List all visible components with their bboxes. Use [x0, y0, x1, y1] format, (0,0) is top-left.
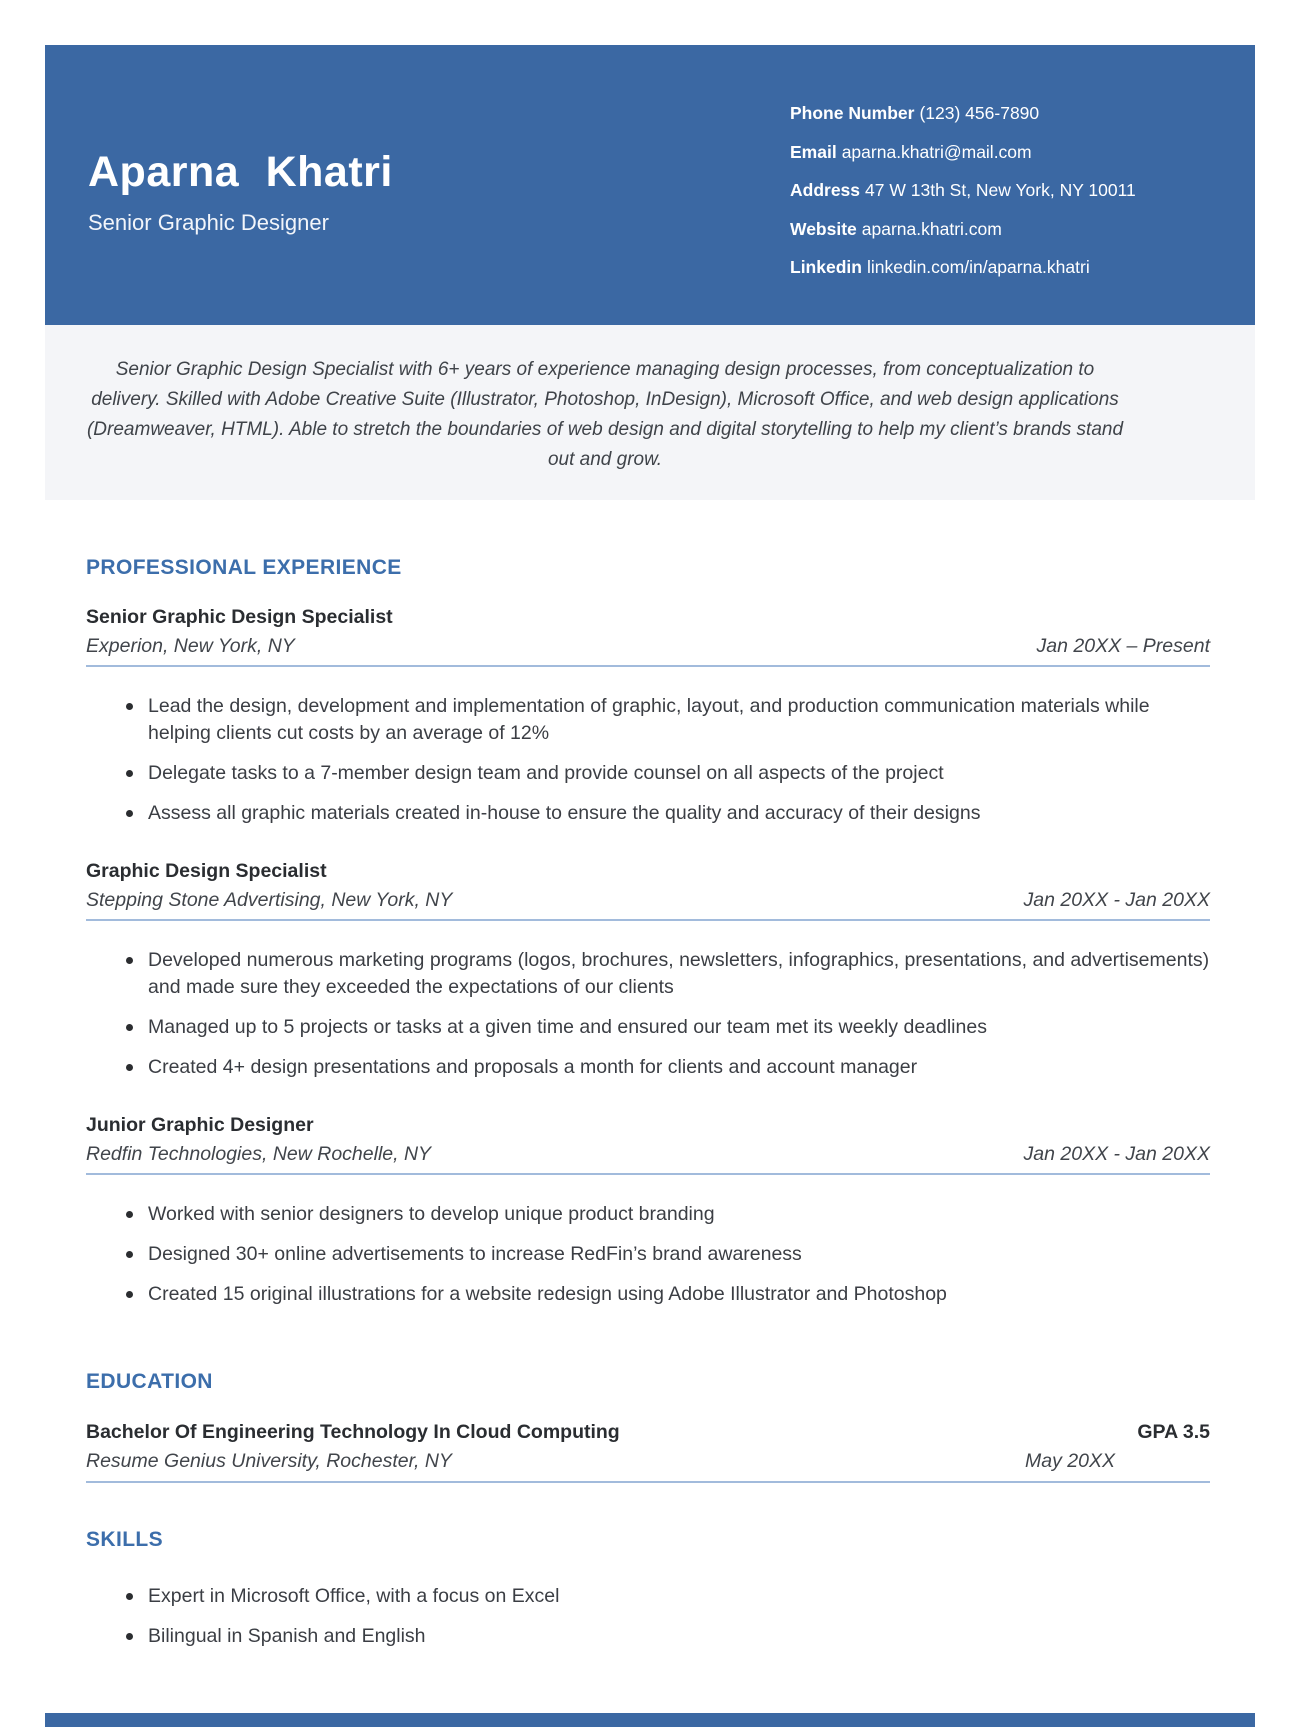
job-bullet: Delegate tasks to a 7-member design team and provide counsel on all aspects of the project: [148, 760, 1210, 787]
job-meta: [86, 635, 1210, 667]
contact-email: [790, 133, 1210, 172]
candidate-job-title: Senior Graphic Designer: [88, 210, 329, 236]
summary-section: [45, 325, 1255, 500]
job-role: Graphic Design Specialist: [86, 860, 327, 882]
education-school: Resume Genius University, Rochester, NY: [86, 1450, 452, 1472]
job-dates: Jan 20XX - Jan 20XX: [1023, 889, 1210, 911]
job-bullet: Created 15 original illustrations for a website redesign using Adobe Illustrator and Photoshop: [148, 1281, 1210, 1308]
contact-email-label: Email: [790, 141, 837, 162]
resume-page: [0, 45, 1300, 1727]
contact-website: [790, 210, 1210, 249]
summary-text: Senior Graphic Design Specialist with 6+ years of experience managing design processes, from conceptualization to delivery. Skilled with Adobe Creative Suite (Illustrator, Photoshop, InDesign), Microsoft Office, and web design applications (Dreamweaver, HTML). Able to stretch the boundaries of web design and digital storytelling to help my client’s brands stand out and grow.: [86, 359, 1124, 470]
contact-website-value: aparna.khatri.com: [861, 218, 1002, 239]
education-degree-row: [86, 1421, 1210, 1444]
skill-item: Bilingual in Spanish and English: [148, 1623, 1210, 1650]
education-section: [86, 1370, 1210, 1483]
education-gpa: GPA 3.5: [1137, 1421, 1210, 1443]
resume-body: [45, 556, 1255, 1650]
education-school-row: [86, 1450, 1210, 1483]
job-bullet: Designed 30+ online advertisements to increase RedFin’s brand awareness: [148, 1241, 1210, 1268]
candidate-name: Aparna Khatri: [88, 148, 393, 196]
job-company: Experion, New York, NY: [86, 635, 295, 657]
contact-linkedin-label: Linkedin: [790, 257, 862, 277]
job-bullet: Developed numerous marketing programs (logos, brochures, newsletters, infographics, presentations, and advertisements) and made sure they exceeded the expectations of our clients: [148, 947, 1210, 1001]
job-company: Redfin Technologies, New Rochelle, NY: [86, 1143, 432, 1165]
resume-header: [45, 45, 1255, 325]
job-dates: Jan 20XX – Present: [1036, 635, 1210, 657]
skills-section-title: SKILLS: [86, 1528, 164, 1551]
job-role: Senior Graphic Design Specialist: [86, 606, 393, 628]
job-entry: [86, 860, 1210, 1081]
job-bullets: [86, 693, 1210, 827]
job-bullet: Managed up to 5 projects or tasks at a given time and ensured our team met its weekly deadlines: [148, 1014, 1210, 1041]
experience-section-title: PROFESSIONAL EXPERIENCE: [86, 556, 402, 579]
contact-linkedin: [790, 248, 1210, 287]
contact-info: [790, 45, 1210, 325]
education-degree: Bachelor Of Engineering Technology In Cloud Computing: [86, 1421, 620, 1443]
job-bullets: [86, 947, 1210, 1081]
contact-email-value: aparna.khatri@mail.com: [841, 141, 1032, 162]
job-bullet: Created 4+ design presentations and proposals a month for clients and account manager: [148, 1054, 1210, 1081]
skills-section: [86, 1528, 1210, 1650]
job-role: Junior Graphic Designer: [86, 1114, 314, 1136]
education-date: May 20XX: [1025, 1450, 1115, 1472]
job-company: Stepping Stone Advertising, New York, NY: [86, 889, 453, 911]
contact-phone-label: Phone Number: [790, 103, 915, 123]
job-dates: Jan 20XX - Jan 20XX: [1023, 1143, 1210, 1165]
education-section-title: EDUCATION: [86, 1370, 213, 1393]
contact-phone: [790, 94, 1210, 133]
job-entry: [86, 1114, 1210, 1308]
job-bullets: [86, 1201, 1210, 1308]
contact-address-value: 47 W 13th St, New York, NY 10011: [865, 180, 1136, 200]
contact-phone-value: (123) 456-7890: [919, 103, 1040, 123]
header-identity: [88, 45, 393, 325]
job-meta: [86, 889, 1210, 921]
skill-item: Expert in Microsoft Office, with a focus on Excel: [148, 1583, 1210, 1610]
contact-website-label: Website: [790, 218, 857, 239]
job-bullet: Lead the design, development and implementation of graphic, layout, and production communication materials while helping clients cut costs by an average of 12%: [148, 693, 1210, 747]
job-meta: [86, 1143, 1210, 1175]
contact-address-label: Address: [790, 180, 861, 200]
contact-linkedin-value: linkedin.com/in/aparna.khatri: [866, 257, 1090, 277]
job-bullet: Worked with senior designers to develop unique product branding: [148, 1201, 1210, 1228]
contact-address: [790, 171, 1210, 210]
job-bullet: Assess all graphic materials created in-house to ensure the quality and accuracy of their designs: [148, 800, 1210, 827]
skills-list: [86, 1583, 1210, 1650]
footer-bar: [45, 1713, 1255, 1727]
job-entry: [86, 606, 1210, 827]
experience-section: [86, 556, 1210, 1308]
